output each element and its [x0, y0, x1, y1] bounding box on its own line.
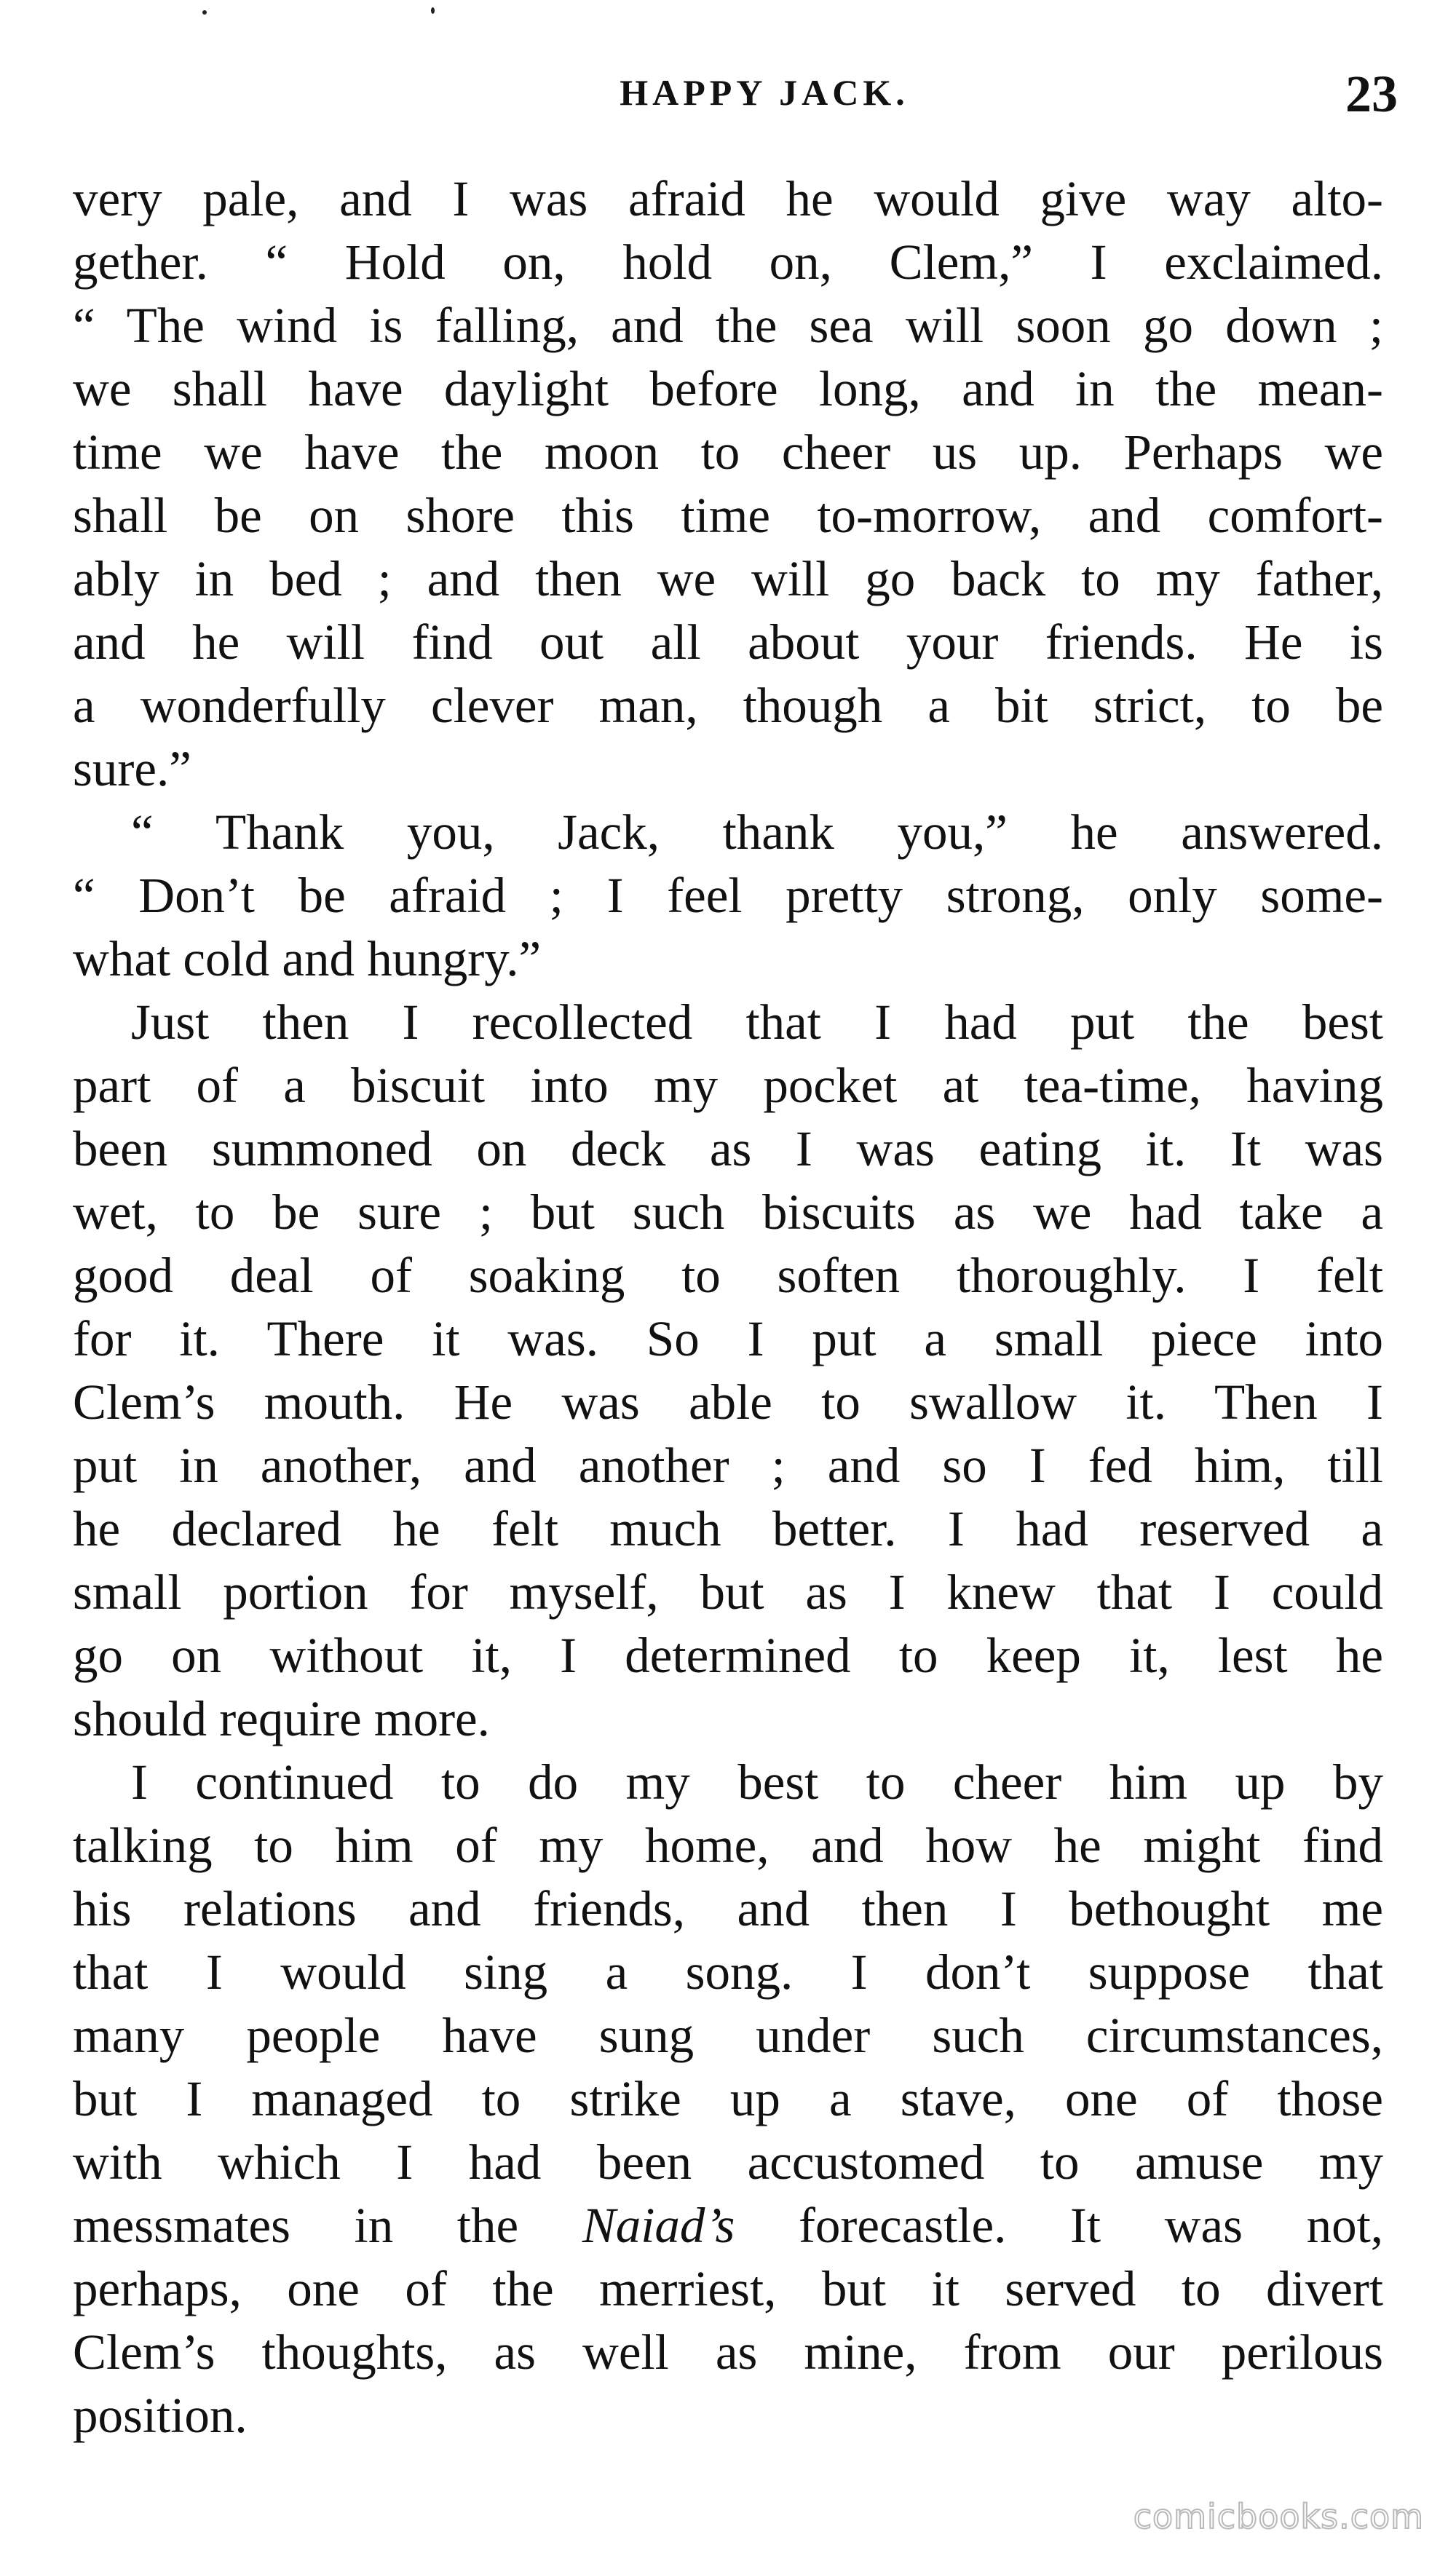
text-line: perhaps, one of the merriest, but it served to divert	[73, 2261, 1383, 2316]
text-line: good deal of soaking to soften thoroughly. I felt	[73, 1248, 1383, 1303]
text-line: with which I had been accustomed to amuse my	[73, 2134, 1383, 2190]
ship-name: Naiad’s	[582, 2198, 735, 2253]
text-line: “ Thank you, Jack, thank you,” he answered.	[131, 804, 1383, 860]
text-line: time we have the moon to cheer us up. Perhaps we	[73, 424, 1383, 480]
text-line: go on without it, I determined to keep it, lest he	[73, 1628, 1383, 1683]
text-line: I continued to do my best to cheer him up by	[131, 1754, 1383, 1810]
text-line: Just then I recollected that I had put the best	[131, 994, 1383, 1050]
text-line: gether. “ Hold on, hold on, Clem,” I exclaimed.	[73, 234, 1383, 290]
text-line: sure.”	[73, 741, 191, 796]
text-line: Clem’s mouth. He was able to swallow it. Then I	[73, 1374, 1383, 1430]
text-line: Clem’s thoughts, as well as mine, from our perilous	[73, 2324, 1383, 2380]
text-line: small portion for myself, but as I knew that I could	[73, 1564, 1383, 1620]
print-speck	[431, 7, 435, 14]
text-line: that I would sing a song. I don’t suppose that	[73, 1944, 1383, 2000]
text-line: shall be on shore this time to-morrow, and comfort-	[73, 488, 1383, 543]
text-line: ably in bed ; and then we will go back to my father,	[73, 551, 1383, 606]
text-line: put in another, and another ; and so I fed him, till	[73, 1438, 1383, 1493]
text-line: a wonderfully clever man, though a bit strict, to be	[73, 678, 1383, 733]
text-line: very pale, and I was afraid he would give way alto-	[73, 171, 1383, 226]
page-header	[73, 64, 1398, 137]
text-line: “ The wind is falling, and the sea will soon go down ;	[73, 298, 1383, 353]
text-line: for it. There it was. So I put a small piece into	[73, 1311, 1383, 1366]
print-speck	[202, 10, 207, 15]
watermark: comicbooks.com	[1133, 2497, 1424, 2536]
text-line: messmates in the Naiad’s forecastle. It was not,	[73, 2198, 1383, 2253]
text-line: we shall have daylight before long, and in the mean-	[73, 361, 1383, 416]
text-line: should require more.	[73, 1691, 490, 1746]
body-text	[73, 167, 1383, 2447]
text-line: many people have sung under such circumstances,	[73, 2008, 1383, 2063]
text-line: and he will find out all about your friends. He is	[73, 614, 1383, 670]
text-line: talking to him of my home, and how he might find	[73, 1818, 1383, 1873]
text-line: what cold and hungry.”	[73, 931, 542, 986]
text-line: position.	[73, 2388, 248, 2443]
text-line: part of a biscuit into my pocket at tea-time, having	[73, 1058, 1383, 1113]
text-line: his relations and friends, and then I bethought me	[73, 1881, 1383, 1936]
text-line: but I managed to strike up a stave, one of those	[73, 2071, 1383, 2126]
text-line: “ Don’t be afraid ; I feel pretty strong, only some-	[73, 868, 1383, 923]
text-line: wet, to be sure ; but such biscuits as we had take a	[73, 1184, 1383, 1240]
text-line: he declared he felt much better. I had reserved a	[73, 1501, 1383, 1556]
page-number: 23	[1345, 65, 1398, 123]
running-head: HAPPY JACK.	[620, 72, 909, 113]
text-line: been summoned on deck as I was eating it. It was	[73, 1121, 1383, 1176]
